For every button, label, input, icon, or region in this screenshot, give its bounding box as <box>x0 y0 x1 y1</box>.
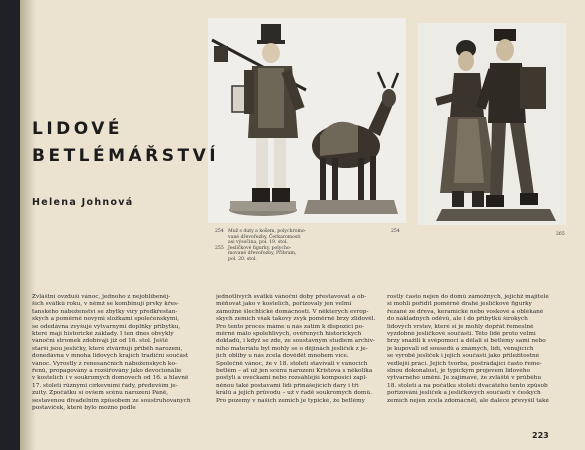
article-author: Helena Johnová <box>32 197 134 208</box>
photo-caption-left <box>215 229 325 263</box>
text-line: ských a poměrně novými složkami společenskými, <box>32 316 180 323</box>
carved-figures-photo-left <box>208 18 406 223</box>
text-line: si mohli pořídit poměrně drahé jesličkové figurky <box>387 301 532 308</box>
caption-row: 254 Muž s duty a košem, polychromo- <box>215 229 307 234</box>
text-line: Pro tento proces máme u nás zatím k dispozici po- <box>216 323 365 330</box>
text-line: vyzdobné jesličkové součásti. Této lidé proto velmi <box>387 331 536 338</box>
text-line: postaviček, které bylo možno podle <box>32 405 136 412</box>
text-line: měňovat jako v kostelích, pořizovaly jen velmi <box>216 301 352 308</box>
text-line: měrně málo spolehlivých, ověřených historických <box>216 331 362 338</box>
text-line: lidových vrstev, které si je mohly dopřát řemeslně <box>387 323 534 330</box>
text-line: starší jsou jesličky, které ztvárňují příběh narození, <box>32 345 183 352</box>
page-number: 223 <box>532 431 549 440</box>
text-line: výtvarného umění. Je zajímavé, že zvláště v průběhu <box>387 375 542 382</box>
text-line: které mají historické základy. I ten dnes obvyklý <box>32 331 174 338</box>
text-line: zuity. Zpočátku si ovšem scénu narození Páně, <box>32 390 169 397</box>
text-line: ských zemích však takový zvyk poměrně brzy zlidověl. <box>216 316 376 323</box>
text-line: ního materiálu byl mohly se o dějinách jesliček z je- <box>216 345 368 352</box>
article-title-line1: LIDOVÉ <box>32 119 124 139</box>
text-line: 18. století a na počátku století dvacátého tento způsob <box>387 382 548 389</box>
text-line: se výrobě jesliček i jejich součástí jako příležitostné <box>387 353 540 360</box>
text-line: vánoční stromek zdobívají již od 16. stol. Ještě <box>32 338 169 345</box>
text-line: Pro pozemy v našich zemích je typické, že betlémy <box>216 397 365 404</box>
caption-row: vané dřevořezby, Čerkaromosti <box>228 234 301 240</box>
text-line: postýli a ovečkami nebo rozsáhlejší komposici zapl- <box>216 375 368 382</box>
photo-number-mid: 254 <box>391 229 400 234</box>
text-line: sestavenou divadelním způsobem ze soustruhovaných <box>32 397 191 404</box>
text-line: řenů, propagovány a rozšiřovány jako devocionálie <box>32 368 182 375</box>
text-line: ťanského náboženství se zbytky víry předkřesťan- <box>32 308 178 315</box>
text-line: vánoc. Vyrostly z renesančních náboženských ko- <box>32 360 177 367</box>
text-line: zámožné šlechtické domácnosti. V některých evrop- <box>216 308 369 315</box>
caption-row: 255 Jesličkové figurky, polycho- <box>215 245 292 251</box>
text-line: v kostelích i v soukromých domovech od 16. a hlavně <box>32 375 189 382</box>
text-line: dokladů, i když se zde, ze soustavným studiem archiv- <box>216 338 375 345</box>
text-line: do nákladných oděvů, ale i do příbytků širokých <box>387 316 528 323</box>
book-page <box>20 0 585 450</box>
text-line: jich obliby u nás zcela dovědět mnohem více. <box>216 353 349 360</box>
text-line: donedávna v mnoha lidových krajích tradiční součást <box>32 353 189 360</box>
carved-figures-photo-right <box>418 23 566 225</box>
text-line: řezané ze dřeva, keramické nebo voskové a oblékané <box>387 308 544 315</box>
text-line: králů a jejich průvodu – už v řadě soukromých domů. <box>216 390 372 397</box>
text-line: 17. století různými církevními řády, především je- <box>32 382 178 389</box>
text-line: se odedávna zvyšuje výtvarnými doplňky příbytku, <box>32 323 181 330</box>
text-line: ších svátků roku, v němž se kombinují prvky křes- <box>32 301 179 308</box>
caption-row: pol. 20. stol. <box>228 256 257 262</box>
text-line: vedlejší práci. Jejich tvorba, postrádající často řeme- <box>387 360 542 367</box>
text-column-2 <box>216 294 380 405</box>
text-line: slnou dokonalost, je typickým projevem lidového <box>387 368 531 375</box>
text-column-3 <box>387 294 571 405</box>
text-line: jednotlivých svátků vánoční doby přestavovat a ob- <box>216 294 367 300</box>
text-line: něnou také postavami lidí přinášejících dary i tří <box>216 382 359 389</box>
photo-number-right: 265 <box>556 232 565 237</box>
text-line: zemích nejen zcela zdomácněl, ale dalece převyšil také <box>387 397 549 404</box>
text-line: Společně vánoc, že v 18. století stavívali v vánocích <box>216 360 368 367</box>
text-line: je kupovali od sousedů a známých, lidí, vénujících <box>387 345 534 352</box>
text-line: Zvláštní ovzduší vánoc, jednoho z nejoblíbeněj- <box>32 294 171 300</box>
text-column-1 <box>32 294 194 413</box>
carved-couple-image <box>418 23 566 225</box>
caption-row: mované dřevořezby, Příbram, <box>228 251 297 257</box>
text-line: rostly často nejen do domů zámožných, jejichž majitelé <box>387 294 549 300</box>
article-title-line2: BETLÉMÁŘSTVÍ <box>32 146 220 166</box>
text-line: pořizování jesliček a jesličkových součástí v českých <box>387 390 541 397</box>
carved-man-and-goat-image <box>208 18 406 223</box>
text-line: brzy snažili k svépomoci a dělali si betlémy sami nebo <box>387 338 546 345</box>
text-line: betlém – ať už jen scénu narození Kristova s několika <box>216 368 373 375</box>
caption-row: asi výsočina, pol. 19. stol. <box>228 240 288 246</box>
